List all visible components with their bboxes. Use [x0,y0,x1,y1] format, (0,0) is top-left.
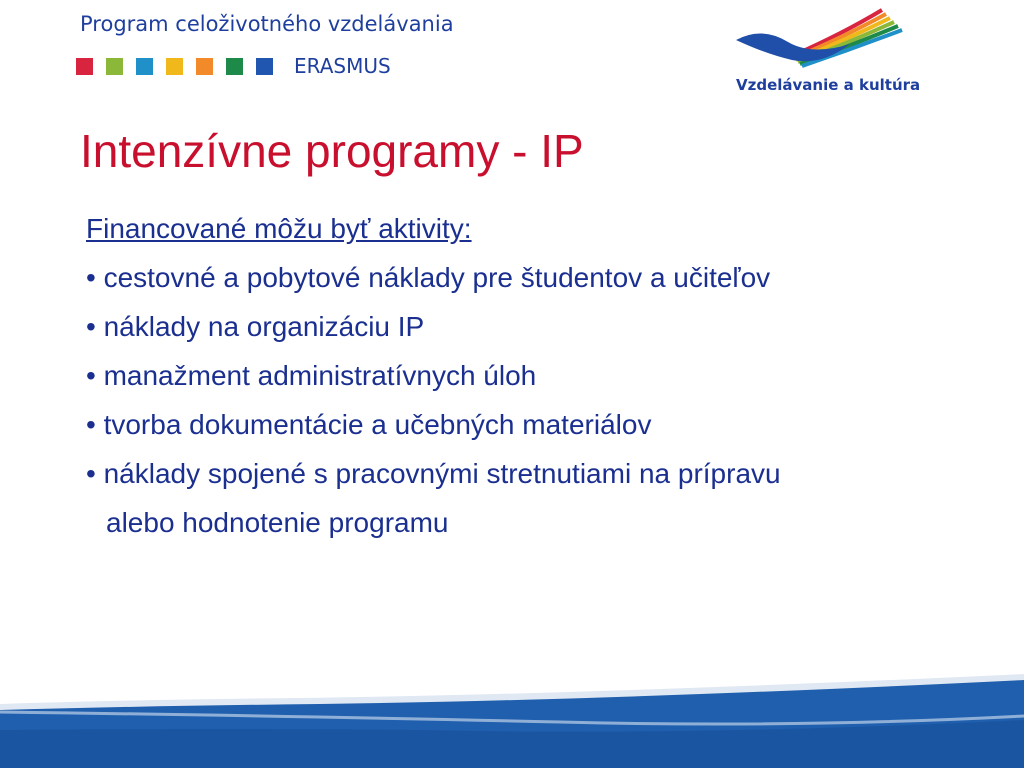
bottom-wave-decoration [0,660,1024,768]
color-square [256,58,273,75]
subtitle: Financované môžu byť aktivity: [86,213,472,244]
color-square [76,58,93,75]
bullet-item: • tvorba dokumentácie a učebných materiálov [86,409,652,440]
bullet-item: • cestovné a pobytové náklady pre študentov a učiteľov [86,262,771,293]
bullet-item: • manažment administratívnych úloh [86,360,537,391]
program-title: Program celoživotného vzdelávania [80,12,454,36]
color-square [106,58,123,75]
bullet-continuation: alebo hodnotenie programu [106,507,449,538]
logo-text: Vzdelávanie a kultúra [736,76,921,94]
color-square [196,58,213,75]
color-square [136,58,153,75]
bullet-item: • náklady spojené s pracovnými stretnutiami na prípravu [86,458,781,489]
color-square [166,58,183,75]
color-squares [76,58,286,75]
slide-content [86,204,781,547]
erasmus-label: ERASMUS [294,54,391,78]
slide-title: Intenzívne programy - IP [80,125,584,177]
color-square [226,58,243,75]
bullet-item: • náklady na organizáciu IP [86,311,425,342]
